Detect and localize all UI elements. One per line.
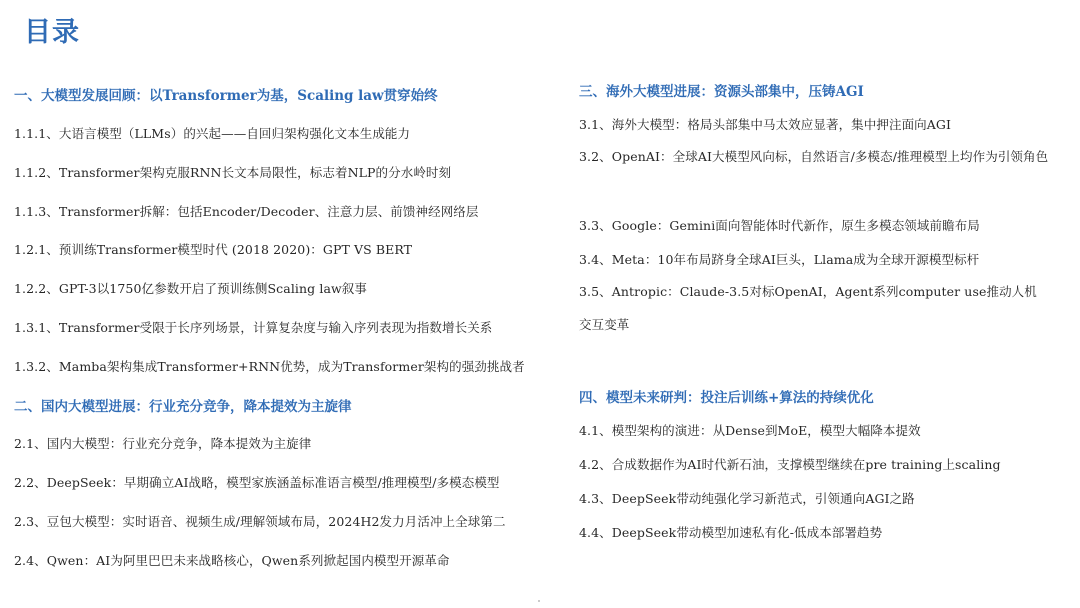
toc-item-2-2[interactable]: 2.2、DeepSeek：早期确立AI战略，模型家族涵盖标准语言模型/推理模型/多模态模型 <box>14 475 500 490</box>
section-heading-1[interactable]: 一、大模型发展回顾：以Transformer为基，Scaling law贯穿始终 <box>14 88 438 104</box>
toc-item-1-3-1[interactable]: 1.3.1、Transformer受限于长序列场景，计算复杂度与输入序列表现为指数增长关系 <box>14 320 493 335</box>
toc-item-2-1[interactable]: 2.1、国内大模型：行业充分竞争，降本提效为主旋律 <box>14 436 312 451</box>
toc-item-4-2[interactable]: 4.2、合成数据作为AI时代新石油，支撑模型继续在pre training上scaling <box>579 457 1001 472</box>
toc-item-4-3[interactable]: 4.3、DeepSeek带动纯强化学习新范式，引领通向AGI之路 <box>579 491 915 506</box>
page-marker-dot <box>538 600 540 602</box>
toc-item-1-1-1[interactable]: 1.1.1、大语言模型（LLMs）的兴起——自回归架构强化文本生成能力 <box>14 126 411 141</box>
toc-item-3-2[interactable]: 3.2、OpenAI：全球AI大模型风向标，自然语言/多模态/推理模型上均作为引领角色 <box>579 149 1049 164</box>
toc-item-4-4[interactable]: 4.4、DeepSeek带动模型加速私有化-低成本部署趋势 <box>579 525 883 540</box>
toc-item-4-1[interactable]: 4.1、模型架构的演进：从Dense到MoE，模型大幅降本提效 <box>579 423 921 438</box>
section-heading-4[interactable]: 四、模型未来研判：投注后训练+算法的持续优化 <box>579 390 874 406</box>
toc-item-1-2-2[interactable]: 1.2.2、GPT-3以1750亿参数开启了预训练侧Scaling law叙事 <box>14 281 368 296</box>
toc-item-3-4[interactable]: 3.4、Meta：10年布局跻身全球AI巨头，Llama成为全球开源模型标杆 <box>579 252 980 267</box>
toc-item-1-3-2[interactable]: 1.3.2、Mamba架构集成Transformer+RNN优势，成为Transformer架构的强劲挑战者 <box>14 359 525 374</box>
section-heading-2[interactable]: 二、国内大模型进展：行业充分竞争，降本提效为主旋律 <box>14 399 352 415</box>
toc-item-3-3[interactable]: 3.3、Google：Gemini面向智能体时代新作，原生多模态领域前瞻布局 <box>579 218 980 233</box>
toc-item-3-5[interactable]: 3.5、Antropic：Claude-3.5对标OpenAI，Agent系列computer use推动人机交互变革 <box>579 284 1037 332</box>
page-title: 目录 <box>24 17 80 48</box>
toc-item-2-3[interactable]: 2.3、豆包大模型：实时语音、视频生成/理解领域布局，2024H2发力月活冲上全球第二 <box>14 514 506 529</box>
toc-item-3-1[interactable]: 3.1、海外大模型：格局头部集中马太效应显著，集中押注面向AGI <box>579 117 952 132</box>
toc-item-2-4[interactable]: 2.4、Qwen：AI为阿里巴巴未来战略核心，Qwen系列掀起国内模型开源革命 <box>14 553 450 568</box>
toc-item-1-2-1[interactable]: 1.2.1、预训练Transformer模型时代 (2018 2020)：GPT VS BERT <box>14 242 413 257</box>
section-heading-3[interactable]: 三、海外大模型进展：资源头部集中，压铸AGI <box>579 84 864 100</box>
toc-item-1-1-3[interactable]: 1.1.3、Transformer拆解：包括Encoder/Decoder、注意力层、前馈神经网络层 <box>14 204 479 219</box>
toc-item-1-1-2[interactable]: 1.1.2、Transformer架构克服RNN长文本局限性，标志着NLP的分水岭时刻 <box>14 165 452 180</box>
